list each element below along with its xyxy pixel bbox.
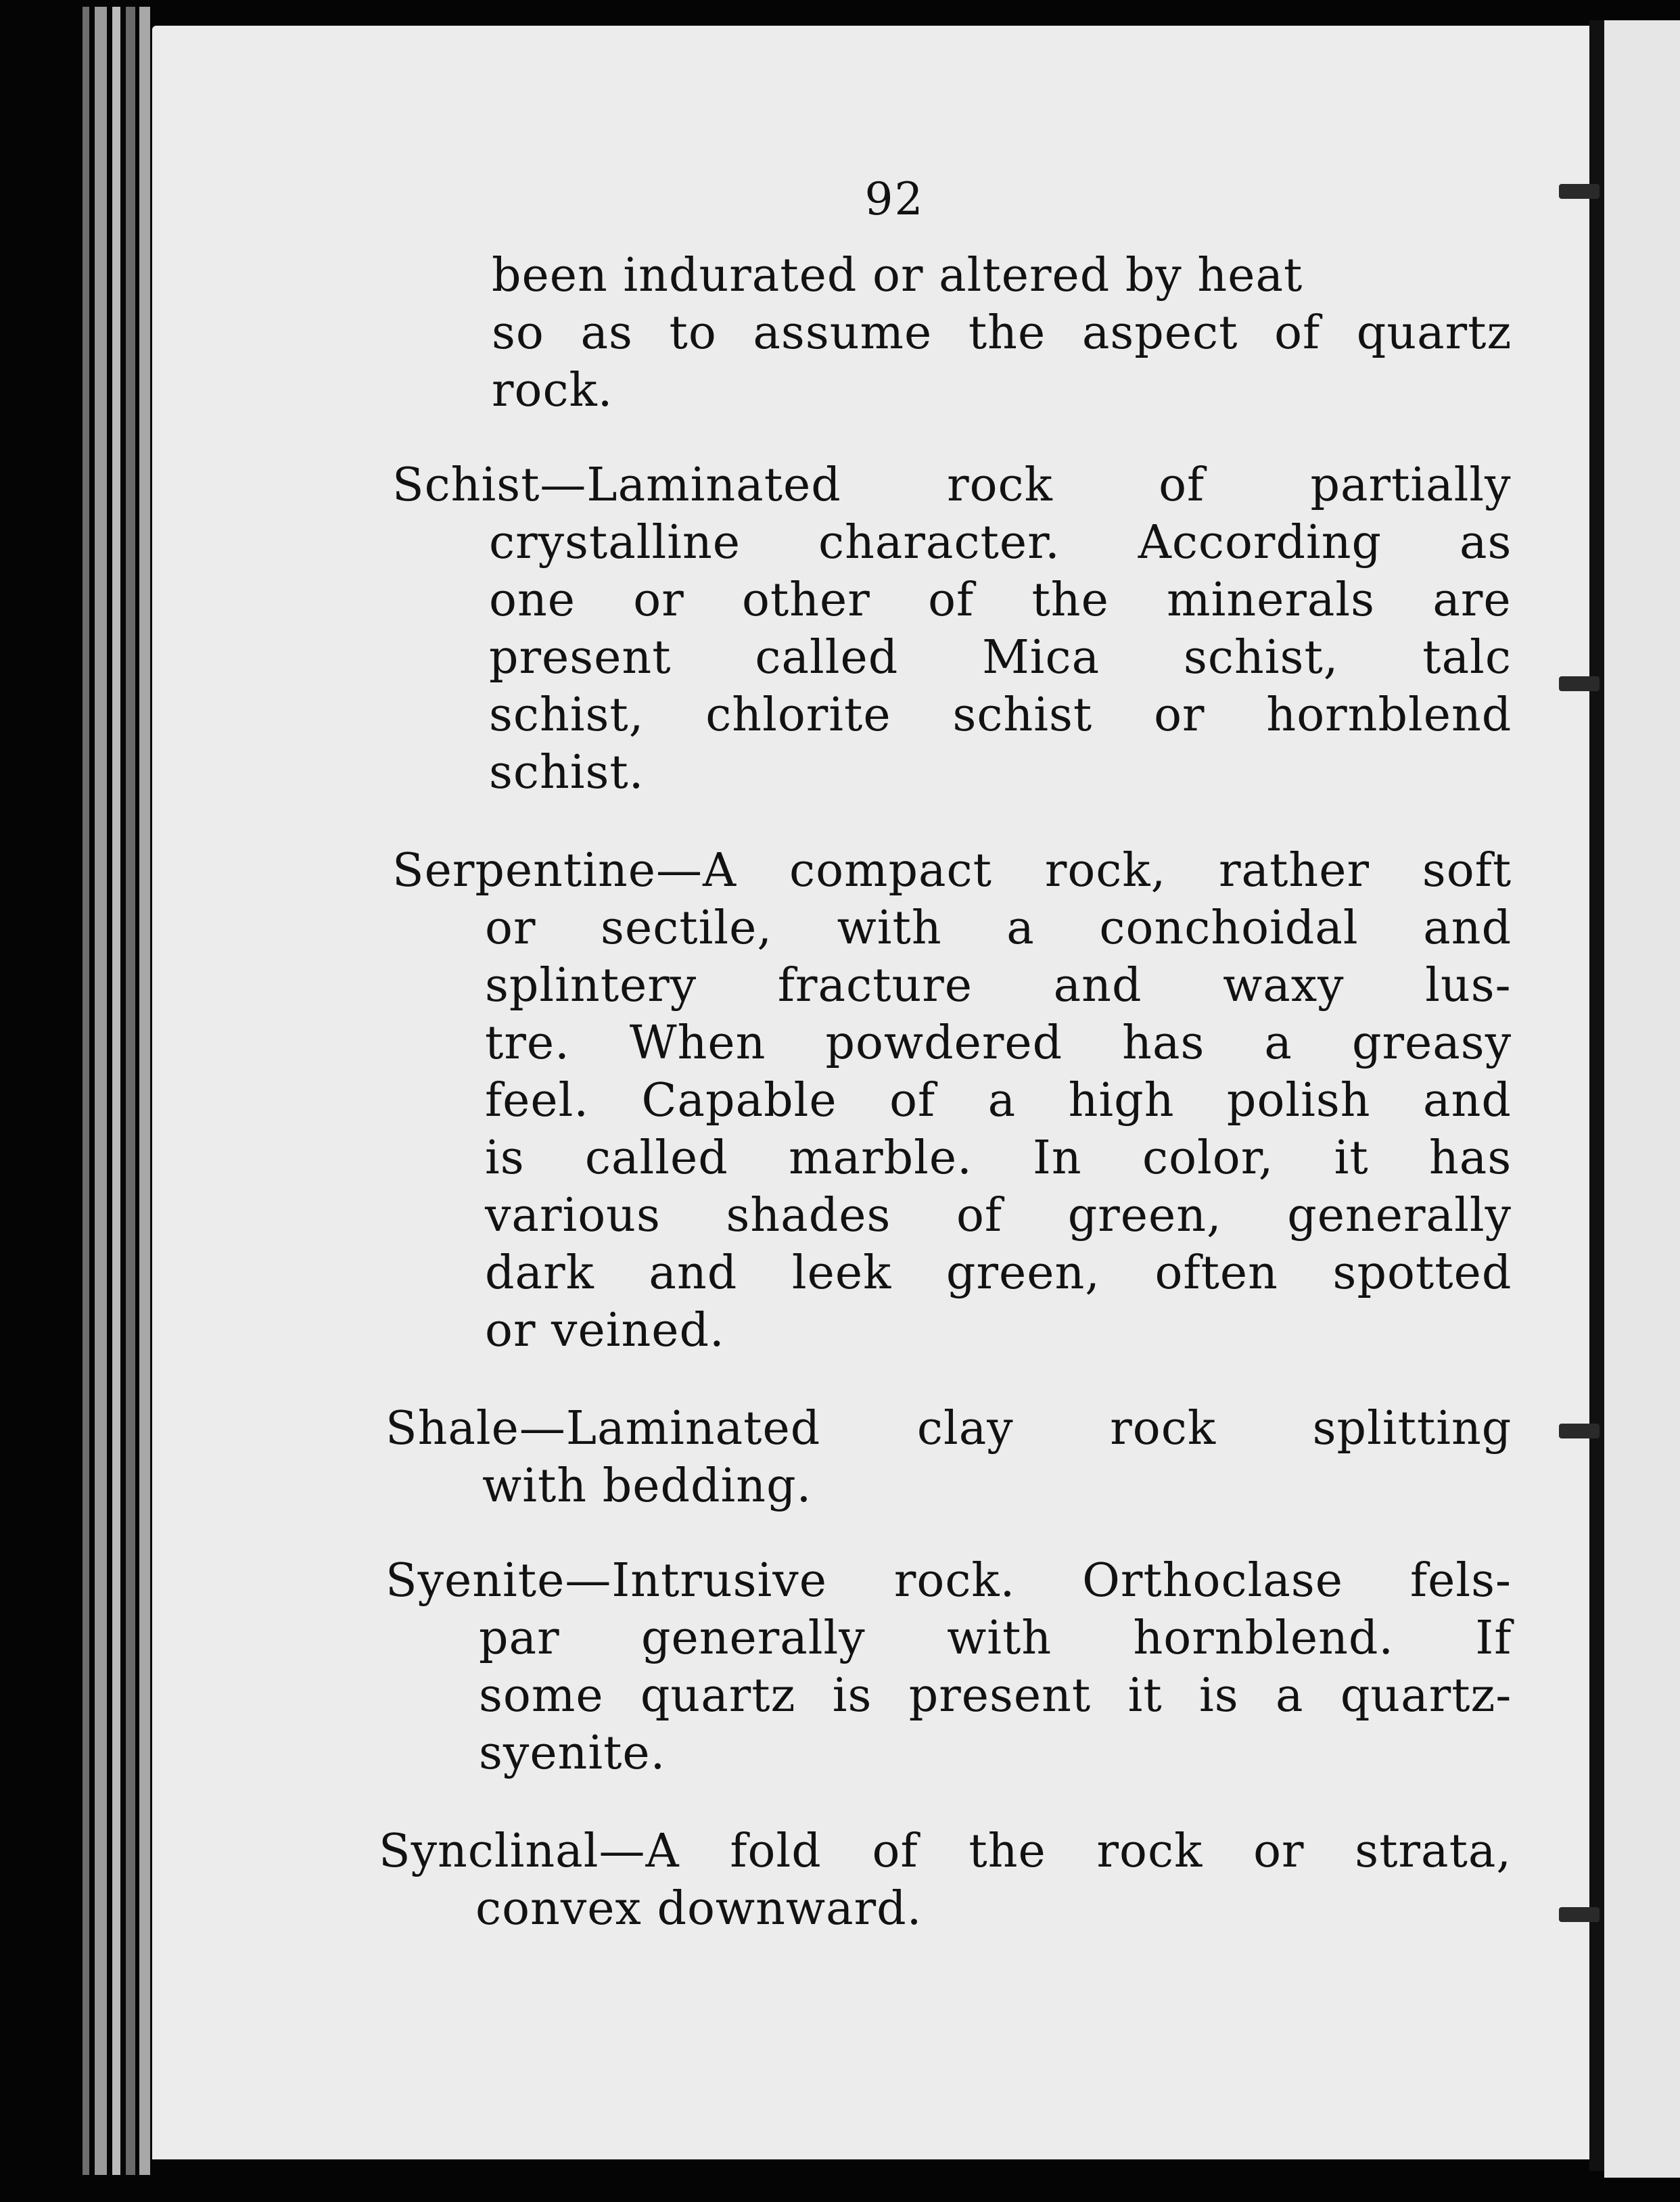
binding-thread — [1559, 1424, 1600, 1438]
text-line: or sectile, with a conchoidal and — [485, 901, 1512, 955]
text-line: rock. — [492, 364, 613, 417]
book-edge — [112, 7, 120, 2175]
text-line: various shades of green, generally — [485, 1189, 1512, 1242]
text-line: feel. Capable of a high polish and — [485, 1074, 1512, 1127]
entry-heading-line: Shale—Laminated clay rock splitting — [386, 1402, 1512, 1455]
book-edge — [126, 7, 135, 2175]
text-line: one or other of the minerals are — [489, 573, 1512, 627]
book-edge — [83, 7, 89, 2175]
text-line: schist, chlorite schist or hornblend — [489, 688, 1512, 742]
binding-thread — [1559, 1907, 1600, 1922]
text-line: schist. — [489, 746, 645, 799]
book-edge — [139, 7, 150, 2175]
text-line: syenite. — [479, 1727, 666, 1780]
text-line: with bedding. — [482, 1459, 812, 1513]
facing-page-edge — [1604, 20, 1680, 2178]
text-line: splintery fracture and waxy lus- — [485, 959, 1512, 1012]
text-line: so as to assume the aspect of quartz — [492, 306, 1512, 360]
entry-heading-line: Serpentine—A compact rock, rather soft — [392, 844, 1512, 897]
book-edge — [95, 7, 107, 2175]
text-line: convex downward. — [475, 1882, 923, 1936]
entry-heading-line: Syenite—Intrusive rock. Orthoclase fels- — [386, 1554, 1512, 1608]
text-line: par generally with hornblend. If — [479, 1612, 1512, 1665]
entry-heading-line: Synclinal—A fold of the rock or strata, — [379, 1825, 1512, 1878]
book-page — [152, 26, 1589, 2159]
book-binding — [1589, 20, 1604, 2171]
text-line: present called Mica schist, talc — [489, 631, 1512, 684]
entry-heading-line: Schist—Laminated rock of partially — [392, 459, 1512, 512]
text-line: been indurated or altered by heat — [492, 249, 1303, 302]
text-line: crystalline character. According as — [489, 516, 1512, 569]
text-line: is called marble. In color, it has — [485, 1131, 1512, 1185]
binding-thread — [1559, 676, 1600, 691]
text-line: dark and leek green, often spotted — [485, 1246, 1512, 1300]
text-line: or veined. — [485, 1304, 725, 1357]
text-line: some quartz is present it is a quartz- — [479, 1669, 1512, 1723]
page-number: 92 — [864, 173, 925, 225]
binding-thread — [1559, 184, 1600, 199]
text-line: tre. When powdered has a greasy — [485, 1016, 1512, 1070]
